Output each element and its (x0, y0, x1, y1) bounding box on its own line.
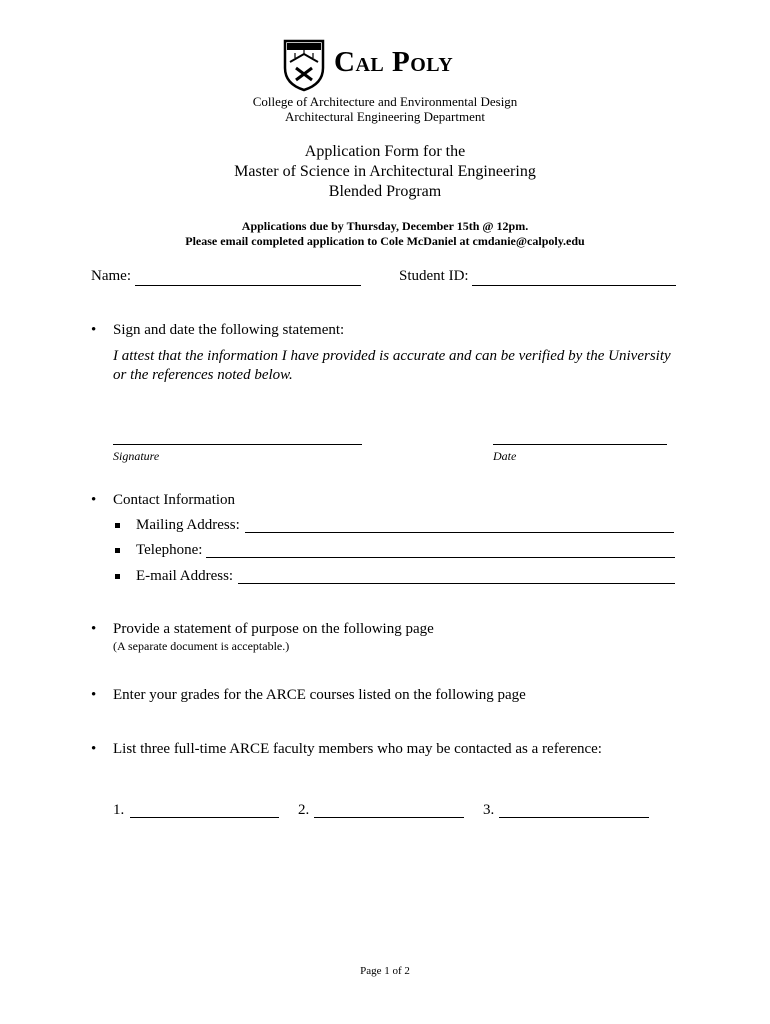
bullet-icon: • (91, 741, 97, 757)
telephone-field[interactable] (206, 557, 675, 558)
contact-heading: Contact Information (113, 492, 236, 508)
purpose-heading: Provide a statement of purpose on the following page (113, 621, 434, 637)
bullet-icon: • (91, 621, 97, 637)
reference-1-label: 1. (113, 802, 125, 818)
mailing-address-field[interactable] (245, 532, 674, 533)
sign-heading: Sign and date the following statement: (113, 322, 345, 338)
bullet-icon: • (91, 492, 97, 508)
signature-label: Signature (113, 449, 160, 463)
cal-poly-shield-icon (282, 38, 326, 92)
references-heading: List three full-time ARCE faculty members who may be contacted as a reference: (113, 741, 602, 757)
mailing-address-label: Mailing Address: (136, 517, 240, 533)
telephone-label: Telephone: (136, 542, 203, 558)
attestation-line1: I attest that the information I have provided is accurate and can be verified by the University (113, 348, 671, 364)
date-field[interactable] (493, 444, 667, 445)
purpose-note: (A separate document is acceptable.) (113, 639, 290, 653)
signature-field[interactable] (113, 444, 362, 445)
student-id-label: Student ID: (399, 268, 469, 284)
logo-wordmark: Cal Poly (334, 46, 454, 78)
form-title-line1: Application Form for the (304, 143, 466, 160)
attestation-line2: or the references noted below. (113, 367, 293, 383)
reference-1-field[interactable] (130, 817, 279, 818)
name-label: Name: (91, 268, 131, 284)
email-address-label: E-mail Address: (136, 568, 234, 584)
square-bullet-icon (115, 523, 120, 528)
email-address-field[interactable] (238, 583, 675, 584)
name-field[interactable] (135, 285, 361, 286)
form-title-line3: Blended Program (328, 183, 442, 200)
form-title-line2: Master of Science in Architectural Engineering (234, 163, 536, 180)
bullet-icon: • (91, 687, 97, 703)
reference-3-field[interactable] (499, 817, 649, 818)
college-name: College of Architecture and Environmental Design (252, 94, 518, 109)
grades-heading: Enter your grades for the ARCE courses listed on the following page (113, 687, 526, 703)
square-bullet-icon (115, 548, 120, 553)
reference-3-label: 3. (483, 802, 495, 818)
due-date-notice: Applications due by Thursday, December 15th @ 12pm. (241, 219, 529, 233)
department-name: Architectural Engineering Department (285, 109, 485, 124)
reference-2-label: 2. (298, 802, 310, 818)
cal-poly-logo (282, 38, 492, 94)
bullet-icon: • (91, 322, 97, 338)
date-label: Date (493, 449, 517, 463)
email-instructions: Please email completed application to Cole McDaniel at cmdanie@calpoly.edu (185, 234, 585, 248)
reference-2-field[interactable] (314, 817, 464, 818)
square-bullet-icon (115, 574, 120, 579)
page-number: Page 1 of 2 (360, 965, 410, 977)
student-id-field[interactable] (472, 285, 676, 286)
